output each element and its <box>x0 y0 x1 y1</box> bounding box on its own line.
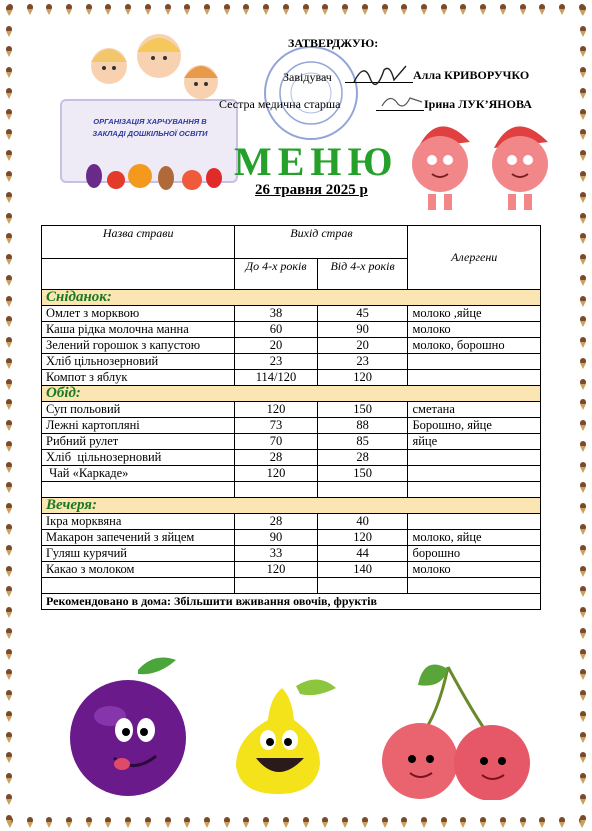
ice-cream-cone-icon <box>579 5 587 16</box>
ice-cream-cone-icon <box>104 4 112 15</box>
ice-cream-cone-icon <box>479 4 487 15</box>
ice-cream-cone-icon <box>5 275 13 286</box>
ice-cream-cone-icon <box>579 129 587 140</box>
dish-cell: Зелений горошок з капустою <box>42 338 235 354</box>
header-over4: Від 4-х років <box>317 259 408 290</box>
menu-row <box>42 482 541 498</box>
ice-cream-cone-icon <box>5 690 13 701</box>
ice-cream-cone-icon <box>5 462 13 473</box>
ice-cream-cone-icon <box>5 26 13 37</box>
header-dish: Назва страви <box>42 226 235 259</box>
ice-cream-cone-icon <box>459 4 467 15</box>
ice-cream-cone-icon <box>579 607 587 618</box>
ice-cream-cone-icon <box>183 817 191 828</box>
under4-cell: 70 <box>235 434 317 450</box>
under4-cell: 28 <box>235 450 317 466</box>
ice-cream-cone-icon <box>5 732 13 743</box>
dish-cell: Чай «Каркаде» <box>42 466 235 482</box>
over4-cell: 23 <box>317 354 408 370</box>
allergens-cell: сметана <box>408 402 541 418</box>
signature-head <box>350 60 410 88</box>
ice-cream-cone-icon <box>579 649 587 660</box>
over4-cell: 140 <box>317 562 408 578</box>
under4-cell: 33 <box>235 546 317 562</box>
over4-cell: 20 <box>317 338 408 354</box>
ice-cream-cone-icon <box>5 5 13 16</box>
ice-cream-cone-icon <box>579 669 587 680</box>
ice-cream-cone-icon <box>5 399 13 410</box>
over4-cell: 28 <box>317 450 408 466</box>
ice-cream-cone-icon <box>5 524 13 535</box>
ice-cream-cone-icon <box>499 817 507 828</box>
under4-cell: 120 <box>235 402 317 418</box>
header-yield: Вихід страв <box>235 226 408 259</box>
menu-row <box>42 354 541 370</box>
allergens-cell: молоко, яйце <box>408 530 541 546</box>
menu-date: 26 травня 2025 р <box>255 182 368 198</box>
allergens-cell: молоко <box>408 562 541 578</box>
ice-cream-cone-icon <box>579 628 587 639</box>
ice-cream-cone-icon <box>45 817 53 828</box>
ice-cream-cone-icon <box>26 4 34 15</box>
section-title: Обід: <box>42 386 541 402</box>
menu-row <box>42 370 541 386</box>
dish-cell <box>42 482 235 498</box>
ice-cream-cone-icon <box>282 817 290 828</box>
ice-cream-cone-icon <box>558 4 566 15</box>
ice-cream-cone-icon <box>579 482 587 493</box>
ice-cream-cone-icon <box>5 213 13 224</box>
ice-cream-cone-icon <box>223 817 231 828</box>
allergens-cell <box>408 354 541 370</box>
ice-cream-cone-icon <box>5 482 13 493</box>
ice-cream-cone-icon <box>381 817 389 828</box>
head-name: Алла КРИВОРУЧКО <box>413 68 530 82</box>
dish-cell: Компот з яблук <box>42 370 235 386</box>
ice-cream-cone-icon <box>579 711 587 722</box>
border-top <box>0 2 592 16</box>
ice-cream-cone-icon <box>381 4 389 15</box>
ice-cream-cone-icon <box>302 817 310 828</box>
ice-cream-cone-icon <box>440 817 448 828</box>
ice-cream-cone-icon <box>85 817 93 828</box>
ice-cream-cone-icon <box>420 4 428 15</box>
ice-cream-cone-icon <box>579 88 587 99</box>
ice-cream-cone-icon <box>5 379 13 390</box>
ice-cream-cone-icon <box>242 817 250 828</box>
ice-cream-cone-icon <box>341 817 349 828</box>
under4-cell: 60 <box>235 322 317 338</box>
allergens-cell <box>408 578 541 594</box>
section-header-row <box>42 290 541 306</box>
ice-cream-cone-icon <box>579 420 587 431</box>
ice-cream-cone-icon <box>203 4 211 15</box>
allergens-cell <box>408 370 541 386</box>
ice-cream-cone-icon <box>479 817 487 828</box>
ice-cream-cone-icon <box>459 817 467 828</box>
under4-cell: 120 <box>235 562 317 578</box>
ice-cream-cone-icon <box>5 67 13 78</box>
over4-cell <box>317 482 408 498</box>
under4-cell <box>235 578 317 594</box>
menu-row <box>42 402 541 418</box>
ice-cream-cone-icon <box>5 566 13 577</box>
ice-cream-cone-icon <box>242 4 250 15</box>
ice-cream-cone-icon <box>579 524 587 535</box>
plum-icon <box>58 650 198 800</box>
under4-cell: 73 <box>235 418 317 434</box>
ice-cream-cone-icon <box>203 817 211 828</box>
ice-cream-cone-icon <box>5 649 13 660</box>
ice-cream-cone-icon <box>26 817 34 828</box>
ice-cream-cone-icon <box>5 607 13 618</box>
ice-cream-cone-icon <box>579 46 587 57</box>
over4-cell: 150 <box>317 466 408 482</box>
over4-cell <box>317 578 408 594</box>
ice-cream-cone-icon <box>321 817 329 828</box>
ice-cream-cone-icon <box>5 628 13 639</box>
ice-cream-cone-icon <box>579 67 587 78</box>
under4-cell: 23 <box>235 354 317 370</box>
promo-text: ОРГАНІЗАЦІЯ ХАРЧУВАННЯ В ЗАКЛАДІ ДОШКІЛЬНОЇ ОСВІТИ <box>92 117 208 138</box>
ice-cream-cone-icon <box>85 4 93 15</box>
ice-cream-cone-icon <box>5 150 13 161</box>
ice-cream-cone-icon <box>579 752 587 763</box>
ice-cream-cone-icon <box>400 817 408 828</box>
dish-cell: Гуляш курячий <box>42 546 235 562</box>
ice-cream-cone-icon <box>579 254 587 265</box>
menu-table <box>41 225 541 610</box>
ice-cream-cone-icon <box>579 275 587 286</box>
ice-cream-cone-icon <box>5 669 13 680</box>
ice-cream-cone-icon <box>223 4 231 15</box>
allergens-cell: Борошно, яйце <box>408 418 541 434</box>
menu-row <box>42 514 541 530</box>
ice-cream-cone-icon <box>538 4 546 15</box>
ice-cream-cone-icon <box>302 4 310 15</box>
ice-cream-cone-icon <box>579 358 587 369</box>
border-left <box>2 0 16 831</box>
menu-row <box>42 466 541 482</box>
border-right <box>576 0 590 831</box>
section-title: Сніданок: <box>42 290 541 306</box>
ice-cream-cone-icon <box>579 233 587 244</box>
allergens-cell <box>408 482 541 498</box>
ice-cream-cone-icon <box>65 4 73 15</box>
under4-cell: 38 <box>235 306 317 322</box>
ice-cream-cone-icon <box>440 4 448 15</box>
section-title: Вечеря: <box>42 498 541 514</box>
over4-cell: 150 <box>317 402 408 418</box>
grapefruit-characters-illustration <box>398 108 568 218</box>
ice-cream-cone-icon <box>262 4 270 15</box>
ice-cream-cone-icon <box>579 503 587 514</box>
ice-cream-cone-icon <box>5 296 13 307</box>
allergens-cell <box>408 450 541 466</box>
under4-cell: 120 <box>235 466 317 482</box>
ice-cream-cone-icon <box>579 773 587 784</box>
ice-cream-cone-icon <box>5 711 13 722</box>
border-bottom <box>0 815 592 829</box>
ice-cream-cone-icon <box>579 566 587 577</box>
menu-row <box>42 530 541 546</box>
over4-cell: 88 <box>317 418 408 434</box>
ice-cream-cone-icon <box>262 817 270 828</box>
dish-cell: Ікра морквяна <box>42 514 235 530</box>
ice-cream-cone-icon <box>124 817 132 828</box>
allergens-cell: молоко, борошно <box>408 338 541 354</box>
menu-row <box>42 418 541 434</box>
ice-cream-cone-icon <box>104 817 112 828</box>
dish-cell: Хліб цільнозерновий <box>42 450 235 466</box>
dish-cell: Суп польовий <box>42 402 235 418</box>
approval-title: ЗАТВЕРДЖУЮ: <box>288 36 379 50</box>
ice-cream-cone-icon <box>579 192 587 203</box>
allergens-cell: яйце <box>408 434 541 450</box>
ice-cream-cone-icon <box>5 337 13 348</box>
dish-cell: Макарон запечений з яйцем <box>42 530 235 546</box>
under4-cell: 20 <box>235 338 317 354</box>
allergens-cell <box>408 466 541 482</box>
ice-cream-cone-icon <box>5 815 13 826</box>
over4-cell: 85 <box>317 434 408 450</box>
under4-cell: 90 <box>235 530 317 546</box>
nurse-name: Ірина ЛУК’ЯНОВА <box>424 97 532 111</box>
ice-cream-cone-icon <box>519 4 527 15</box>
ice-cream-cone-icon <box>5 192 13 203</box>
menu-row <box>42 546 541 562</box>
menu-row <box>42 306 541 322</box>
ice-cream-cone-icon <box>579 337 587 348</box>
ice-cream-cone-icon <box>45 4 53 15</box>
ice-cream-cone-icon <box>5 316 13 327</box>
ice-cream-cone-icon <box>579 586 587 597</box>
ice-cream-cone-icon <box>579 316 587 327</box>
ice-cream-cone-icon <box>5 171 13 182</box>
ice-cream-cone-icon <box>5 752 13 763</box>
ice-cream-cone-icon <box>65 817 73 828</box>
ice-cream-cone-icon <box>144 4 152 15</box>
ice-cream-cone-icon <box>361 817 369 828</box>
ice-cream-cone-icon <box>5 129 13 140</box>
menu-row <box>42 450 541 466</box>
ice-cream-cone-icon <box>321 4 329 15</box>
ice-cream-cone-icon <box>579 794 587 805</box>
ice-cream-cone-icon <box>164 4 172 15</box>
ice-cream-cone-icon <box>579 732 587 743</box>
menu-body <box>42 290 541 594</box>
menu-row <box>42 578 541 594</box>
ice-cream-cone-icon <box>164 817 172 828</box>
ice-cream-cone-icon <box>5 773 13 784</box>
ice-cream-cone-icon <box>579 399 587 410</box>
ice-cream-cone-icon <box>579 213 587 224</box>
menu-row <box>42 338 541 354</box>
allergens-cell <box>408 514 541 530</box>
ice-cream-cone-icon <box>5 254 13 265</box>
dish-cell: Какао з молоком <box>42 562 235 578</box>
ice-cream-cone-icon <box>579 171 587 182</box>
ice-cream-cone-icon <box>5 503 13 514</box>
stamp <box>262 44 360 142</box>
over4-cell: 40 <box>317 514 408 530</box>
ice-cream-cone-icon <box>519 817 527 828</box>
over4-cell: 120 <box>317 370 408 386</box>
ice-cream-cone-icon <box>5 358 13 369</box>
ice-cream-cone-icon <box>5 109 13 120</box>
menu-row <box>42 434 541 450</box>
ice-cream-cone-icon <box>579 150 587 161</box>
head-role: Завідувач <box>283 70 332 84</box>
dish-cell: Омлет з морквою <box>42 306 235 322</box>
ice-cream-cone-icon <box>579 690 587 701</box>
ice-cream-cone-icon <box>5 586 13 597</box>
section-header-row <box>42 498 541 514</box>
ice-cream-cone-icon <box>124 4 132 15</box>
ice-cream-cone-icon <box>538 817 546 828</box>
dish-cell: Каша рідка молочна манна <box>42 322 235 338</box>
ice-cream-cone-icon <box>579 26 587 37</box>
under4-cell <box>235 482 317 498</box>
dish-cell: Рибний рулет <box>42 434 235 450</box>
pear-icon <box>212 668 342 798</box>
dish-cell: Хліб цільнозерновий <box>42 354 235 370</box>
recommendation: Рекомендовано в дома: Збільшити вживання овочів, фруктів <box>42 594 541 610</box>
allergens-cell: молоко <box>408 322 541 338</box>
ice-cream-cone-icon <box>5 233 13 244</box>
ice-cream-cone-icon <box>144 817 152 828</box>
header-allergens: Алергени <box>408 226 541 290</box>
header-under4: До 4-х років <box>235 259 317 290</box>
under4-cell: 114/120 <box>235 370 317 386</box>
ice-cream-cone-icon <box>5 46 13 57</box>
ice-cream-cone-icon <box>5 441 13 452</box>
ice-cream-cone-icon <box>5 420 13 431</box>
over4-cell: 45 <box>317 306 408 322</box>
under4-cell: 28 <box>235 514 317 530</box>
ice-cream-cone-icon <box>5 794 13 805</box>
ice-cream-cone-icon <box>579 815 587 826</box>
dish-cell: Лежні картопляні <box>42 418 235 434</box>
cherries-icon <box>378 655 538 800</box>
ice-cream-cone-icon <box>579 379 587 390</box>
page-title: МЕНЮ <box>234 139 399 184</box>
allergens-cell: молоко ,яйце <box>408 306 541 322</box>
ice-cream-cone-icon <box>579 545 587 556</box>
over4-cell: 120 <box>317 530 408 546</box>
over4-cell: 44 <box>317 546 408 562</box>
section-header-row <box>42 386 541 402</box>
ice-cream-cone-icon <box>400 4 408 15</box>
ice-cream-cone-icon <box>420 817 428 828</box>
ice-cream-cone-icon <box>341 4 349 15</box>
ice-cream-cone-icon <box>5 545 13 556</box>
ice-cream-cone-icon <box>5 88 13 99</box>
allergens-cell: борошно <box>408 546 541 562</box>
ice-cream-cone-icon <box>579 296 587 307</box>
ice-cream-cone-icon <box>558 817 566 828</box>
menu-row <box>42 562 541 578</box>
ice-cream-cone-icon <box>499 4 507 15</box>
nurse-role: Сестра медична старша <box>219 97 341 111</box>
ice-cream-cone-icon <box>183 4 191 15</box>
vegetables-illustration <box>80 150 230 195</box>
over4-cell: 90 <box>317 322 408 338</box>
ice-cream-cone-icon <box>361 4 369 15</box>
ice-cream-cone-icon <box>579 441 587 452</box>
ice-cream-cone-icon <box>579 462 587 473</box>
dish-cell <box>42 578 235 594</box>
ice-cream-cone-icon <box>282 4 290 15</box>
menu-row <box>42 322 541 338</box>
ice-cream-cone-icon <box>579 109 587 120</box>
